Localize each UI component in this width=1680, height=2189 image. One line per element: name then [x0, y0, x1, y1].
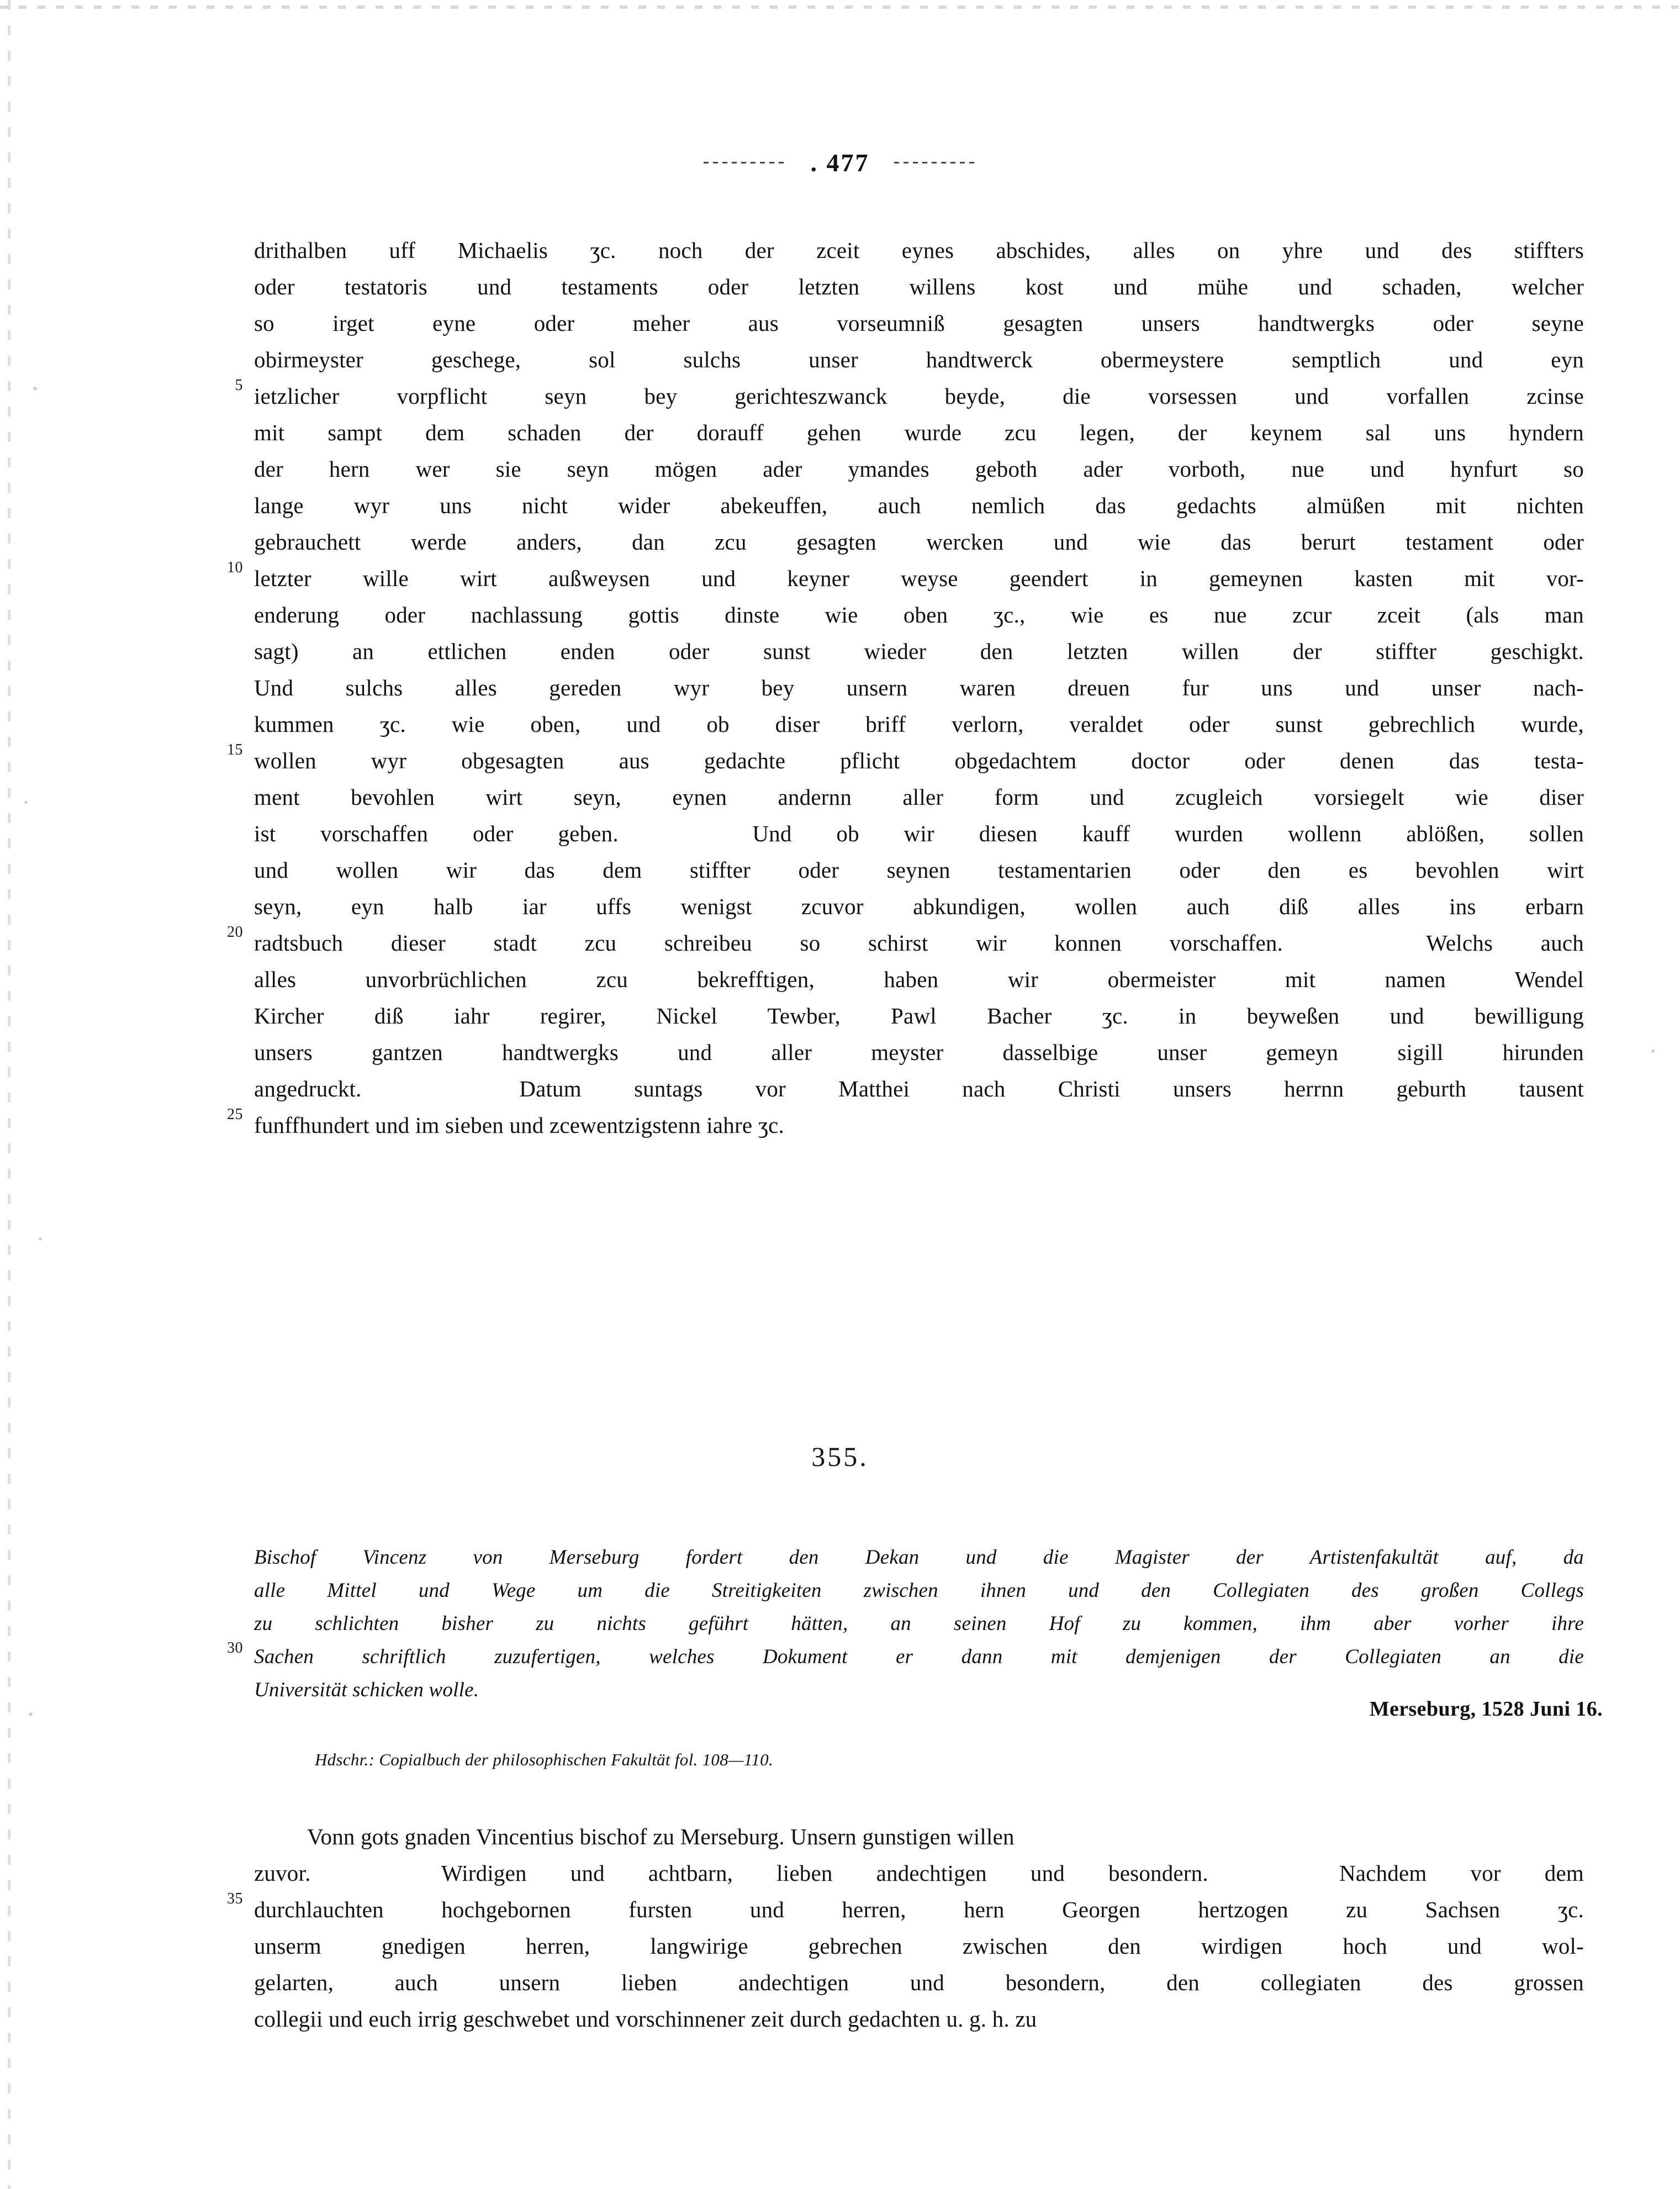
text-line [214, 341, 1584, 378]
line-text: zuvor. Wirdigen und achtbarn, lieben andechtigen und besondern. Nachdem vor dem [254, 1860, 1584, 1886]
line-text: obirmeyster geschege, sol sulchs unser handtwerck obermeystere semptlich und eyn [254, 347, 1584, 372]
source-note: Hdschr.: Copialbuch der philosophischen Fakultät fol. 108—110. [315, 1750, 774, 1769]
head-rule-left-icon [704, 162, 786, 163]
line-text: Vonn gots gnaden Vincentius bischof zu Merseburg. Unsern gunstigen willen [307, 1824, 1015, 1849]
line-text: wollen wyr obgesagten aus gedachte pflicht obgedachtem doctor oder denen das testa- [254, 748, 1584, 773]
line-text: enderung oder nachlassung gottis dinste wie oben ʒc., wie es nue zcur zceit (als man [254, 602, 1584, 627]
line-text: ist vorschaffen oder geben. Und ob wir diesen kauff wurden wollenn ablößen, sollen [254, 821, 1584, 846]
scan-speck [1651, 1049, 1655, 1053]
scan-speck [24, 801, 28, 804]
line-text: funffhundert und im sieben und zcewentzigstenn iahre ʒc. [254, 1112, 784, 1138]
text-line [214, 779, 1584, 815]
running-head [0, 148, 1680, 177]
line-text: mit sampt dem schaden der dorauff gehen wurde zcu legen, der keynem sal uns hyndern [254, 420, 1584, 445]
scan-speck [29, 1712, 33, 1716]
text-line [214, 1574, 1584, 1607]
line-text: zu schlichten bisher zu nichts geführt hätten, an seinen Hof zu kommen, ihm aber vorher ihre [254, 1612, 1584, 1635]
text-line [214, 1964, 1584, 2001]
text-line [214, 1070, 1584, 1107]
text-line [214, 925, 1584, 961]
text-line [214, 305, 1584, 341]
text-line [214, 742, 1584, 779]
line-text: angedruckt. Datum suntags vor Matthei nach Christi unsers herrnn geburth tausent [254, 1076, 1584, 1101]
line-text: Bischof Vincenz von Merseburg fordert den Dekan und die Magister der Artistenfakultät auf, da [254, 1546, 1584, 1569]
line-text: sagt) an ettlichen enden oder sunst wieder den letzten willen der stiffter geschigkt. [254, 639, 1584, 664]
text-line [214, 888, 1584, 925]
text-line [214, 706, 1584, 742]
head-rule-right-icon [894, 162, 977, 163]
line-number: 35 [227, 1890, 243, 1907]
text-line [214, 1541, 1584, 1574]
line-text: ietzlicher vorpflicht seyn bey gerichteszwanck beyde, die vorsessen und vorfallen zcinse [254, 383, 1584, 409]
text-line [214, 1607, 1584, 1641]
document-354-body [214, 232, 1584, 1143]
line-text: gebrauchett werde anders, dan zcu gesagten wercken und wie das berurt testament oder [254, 529, 1584, 555]
text-line [214, 1641, 1584, 1674]
scan-edge-top [0, 6, 1680, 9]
line-text: ment bevohlen wirt seyn, eynen andernn aller form und zcugleich vorsiegelt wie diser [254, 784, 1584, 810]
line-text: radtsbuch dieser stadt zcu schreibeu so schirst wir konnen vorschaffen. Welchs auch [254, 930, 1584, 956]
line-text: der hern wer sie seyn mögen ader ymandes geboth ader vorboth, nue und hynfurt so [254, 456, 1584, 482]
line-text: drithalben uff Michaelis ʒc. noch der zceit eynes abschides, alles on yhre und des stiffters [254, 238, 1584, 263]
text-line [214, 998, 1584, 1034]
line-text: seyn, eyn halb iar uffs wenigst zcuvor abkundigen, wollen auch diß alles ins erbarn [254, 894, 1584, 919]
dateline: Merseburg, 1528 Juni 16. [1369, 1697, 1603, 1721]
line-text: unsers gantzen handtwergks und aller meyster dasselbige unser gemeyn sigill hirunden [254, 1040, 1584, 1065]
scan-speck [33, 387, 37, 391]
line-text: Kircher diß iahr regirer, Nickel Tewber, Pawl Bacher ʒc. in beyweßen und bewilligung [254, 1003, 1584, 1028]
line-text: oder testatoris und testaments oder letzten willens kost und mühe und schaden, welcher [254, 274, 1584, 299]
line-number: 20 [227, 924, 243, 941]
text-line [214, 524, 1584, 560]
line-text: gelarten, auch unsern lieben andechtigen und besondern, den collegiaten des grossen [254, 1970, 1584, 1995]
text-line [214, 378, 1584, 414]
document-number-heading: 355. [811, 1441, 869, 1472]
line-text: so irget eyne oder meher aus vorseumniß gesagten unsers handtwergks oder seyne [254, 310, 1584, 336]
text-line [214, 560, 1584, 597]
text-line [214, 268, 1584, 305]
text-line [214, 451, 1584, 487]
line-text: durchlauchten hochgebornen fursten und herren, hern Georgen hertzogen zu Sachsen ʒc. [254, 1897, 1584, 1922]
text-line [214, 597, 1584, 633]
line-text: letzter wille wirt außweysen und keyner weyse geendert in gemeynen kasten mit vor- [254, 566, 1584, 591]
text-line [214, 961, 1584, 998]
text-line [214, 1818, 1584, 1855]
line-text: und wollen wir das dem stiffter oder seynen testamentarien oder den es bevohlen wirt [254, 857, 1584, 883]
text-line [214, 1855, 1584, 1891]
text-line [214, 232, 1584, 268]
line-text: Und sulchs alles gereden wyr bey unsern waren dreuen fur uns und unser nach- [254, 675, 1584, 700]
text-line [214, 2001, 1584, 2037]
line-text: kummen ʒc. wie oben, und ob diser briff verlorn, veraldet oder sunst gebrechlich wurde, [254, 711, 1584, 737]
line-text: collegii und euch irrig geschwebet und vorschinnener zeit durch gedachten u. g. h. zu [254, 2006, 1037, 2032]
line-text: lange wyr uns nicht wider abekeuffen, auch nemlich das gedachts almüßen mit nichten [254, 493, 1584, 518]
text-line [214, 487, 1584, 524]
text-line [214, 1107, 1584, 1143]
line-text: Universität schicken wolle. [254, 1679, 479, 1701]
line-number: 25 [227, 1106, 243, 1123]
line-number: 15 [227, 741, 243, 758]
text-line [214, 852, 1584, 888]
document-355-regest [214, 1541, 1584, 1707]
text-line [214, 1928, 1584, 1964]
line-number: 5 [235, 377, 243, 394]
text-line [214, 669, 1584, 706]
line-number: 10 [227, 559, 243, 576]
text-line [214, 633, 1584, 669]
page-number: . 477 [810, 149, 870, 177]
line-text: alles unvorbrüchlichen zcu bekrefftigen, haben wir obermeister mit namen Wendel [254, 967, 1584, 992]
scan-speck [39, 1237, 42, 1241]
line-text: alle Mittel und Wege um die Streitigkeiten zwischen ihnen und den Collegiaten des großen Collegs [254, 1579, 1584, 1602]
text-line [214, 815, 1584, 852]
scan-edge-left [8, 0, 10, 2189]
text-line [214, 1034, 1584, 1070]
line-text: Sachen schriftlich zuzufertigen, welches Dokument er dann mit demjenigen der Collegiaten an die [254, 1645, 1584, 1668]
text-line [214, 414, 1584, 451]
line-number: 30 [227, 1639, 243, 1657]
text-line [214, 1891, 1584, 1928]
document-355-body [214, 1818, 1584, 2037]
line-text: unserm gnedigen herren, langwirige gebrechen zwischen den wirdigen hoch und wol- [254, 1933, 1584, 1959]
